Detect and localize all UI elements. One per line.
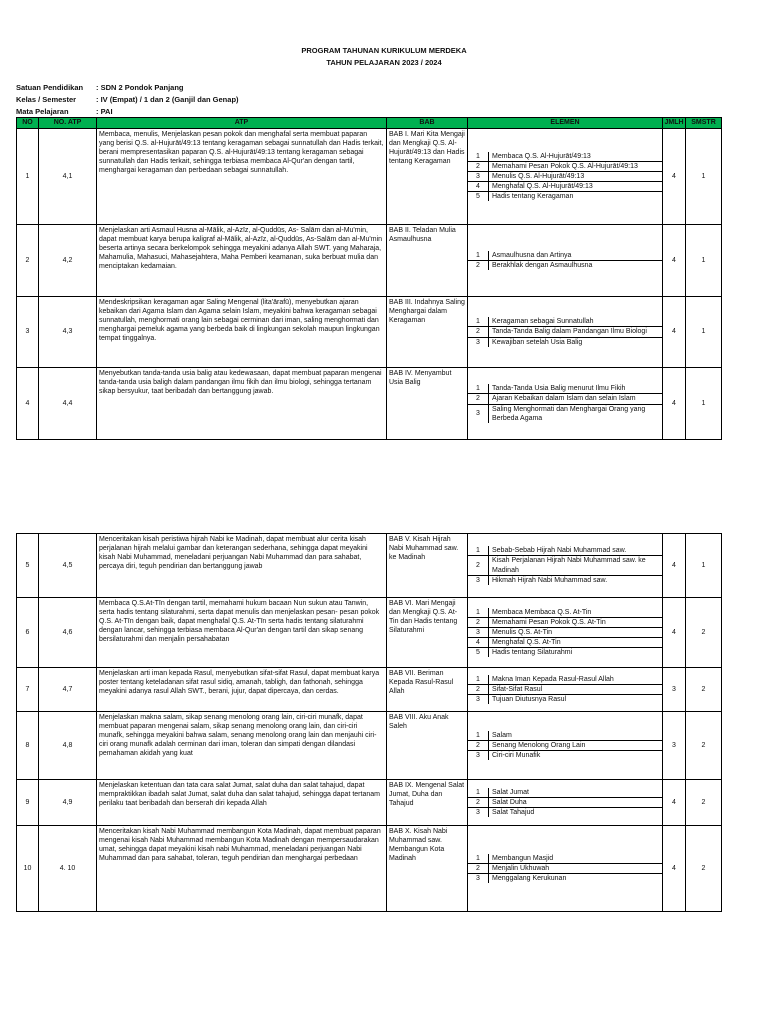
element-number: 1 xyxy=(468,546,489,555)
element-number: 3 xyxy=(468,576,489,585)
element-text: Menulis Q.S. Al-Hujurāt/49:13 xyxy=(492,172,585,180)
table-row xyxy=(17,712,722,780)
element-text: Hadis tentang Keragaman xyxy=(492,193,574,201)
row-atp-text: Membaca, menulis, Menjelaskan pesan pokok dan menghafal serta membuat paparan yang berisi Q.S. al-Hujurāt/49:13 tentang keragaman sebagai sunnatullah dan Hadis terkait, berani mempresentasikan paparan Q.S. al-Hujurāt/49:13 tentang keragaman sebagai sunnatullah dan Hadis terkait, sehingga terbiasa membaca Al-Qur'an dengan tartil, menghargai keragaman dan perbedaan sebagai sunnatullah. xyxy=(97,129,387,225)
element-item xyxy=(468,608,662,618)
element-item xyxy=(468,685,662,695)
row-jmlh: 4 xyxy=(663,534,686,598)
table-header-row xyxy=(17,118,722,129)
row-elements xyxy=(468,712,663,780)
element-number: 2 xyxy=(468,327,489,336)
element-item xyxy=(468,405,662,423)
element-text: Hikmah Hijrah Nabi Muhammad saw. xyxy=(492,576,608,584)
meta-value: : IV (Empat) / 1 dan 2 (Ganjil dan Genap) xyxy=(96,95,239,104)
element-text: Menghafal Q.S. Al-Hujurāt/49:13 xyxy=(492,183,593,191)
row-atp-no: 4,7 xyxy=(39,668,97,712)
element-number: 1 xyxy=(468,384,489,393)
program-table-part1 xyxy=(16,117,722,440)
element-number: 4 xyxy=(468,638,489,647)
col-bab: BAB xyxy=(387,118,468,129)
element-number: 2 xyxy=(468,394,489,403)
element-item xyxy=(468,394,662,404)
element-text: Membaca Membaca Q.S. At-Tin xyxy=(492,608,592,616)
element-text: Menghafal Q.S. At-Tin xyxy=(492,639,561,647)
document-subtitle: TAHUN PELAJARAN 2023 / 2024 xyxy=(326,58,442,67)
row-smstr: 2 xyxy=(686,598,722,668)
table-row xyxy=(17,598,722,668)
row-no: 2 xyxy=(17,225,39,297)
element-number: 2 xyxy=(468,741,489,750)
row-bab: BAB VII. Beriman Kepada Rasul-Rasul Allah xyxy=(387,668,468,712)
row-atp-text: Menjelaskan ketentuan dan tata cara salat Jumat, salat duha dan salat tahajud, dapat mempraktikkan ibadah salat Jumat, salat duha dan salat tahajud, sehingga dapat tertanam perilaku taat beribadah dan berserah diri kepada Allah xyxy=(97,780,387,826)
element-item xyxy=(468,628,662,638)
element-number: 1 xyxy=(468,152,489,161)
row-atp-no: 4,5 xyxy=(39,534,97,598)
row-elements xyxy=(468,780,663,826)
element-text: Menjalin Ukhuwah xyxy=(492,864,550,872)
meta-label: Kelas / Semester xyxy=(16,95,77,104)
row-elements xyxy=(468,826,663,912)
row-atp-text: Menceritakan kisah peristiwa hijrah Nabi ke Madinah, dapat membuat alur cerita kisah perjalanan hijrah melalui gambar dan keterangan sederhana, sehingga dapat meyakini kisah Nabi Muhammad, meneladani perjuangan Nabi Muhammad dan para sahabat, percaya diri, teguh pendirian dan bertanggung jawab xyxy=(97,534,387,598)
row-smstr: 2 xyxy=(686,780,722,826)
element-item xyxy=(468,384,662,394)
row-atp-no: 4,3 xyxy=(39,297,97,368)
element-item xyxy=(468,854,662,864)
row-smstr: 2 xyxy=(686,826,722,912)
element-text: Ciri-ciri Munafik xyxy=(492,752,541,760)
element-item xyxy=(468,874,662,883)
element-list xyxy=(468,317,662,346)
element-number: 2 xyxy=(468,556,489,574)
element-text: Membaca Q.S. Al-Hujurāt/49:13 xyxy=(492,152,591,160)
element-text: Memahami Pesan Pokok Q.S. Al-Hujurāt/49:13 xyxy=(492,162,638,170)
row-smstr: 1 xyxy=(686,225,722,297)
col-atp-no: NO. ATP xyxy=(39,118,97,129)
element-text: Memahami Pesan Pokok Q.S. At-Tin xyxy=(492,618,606,626)
element-number: 1 xyxy=(468,854,489,863)
meta-class xyxy=(16,95,239,104)
element-number: 3 xyxy=(468,808,489,817)
element-text: Keragaman sebagai Sunnatullah xyxy=(492,318,594,326)
row-jmlh: 4 xyxy=(663,826,686,912)
row-bab: BAB V. Kisah Hijrah Nabi Muhammad saw. ke Madinah xyxy=(387,534,468,598)
row-atp-text: Menjelaskan arti Asmaul Husna al-Mālik, al-Azīz, al-Quddūs, As- Salām dan al-Mu'min, dapat membuat karya berupa kaligraf al-Mālik, al-Azīz, al-Quddūs, As-Salām dan al-Mu'min beserta artinya secara berkelompok sehingga meyakini adanya Allah SWT. yang Maharaja, Mahamulia, Mahasuci, Mahasejahtera, Maha Pemberi keamanan, suka berbuat mulia dan menciptakan kedamaian. xyxy=(97,225,387,297)
element-number: 3 xyxy=(468,751,489,760)
col-atp: ATP xyxy=(97,118,387,129)
meta-school xyxy=(16,83,184,92)
row-atp-no: 4,2 xyxy=(39,225,97,297)
element-number: 3 xyxy=(468,172,489,181)
program-table-part2 xyxy=(16,533,722,912)
element-item xyxy=(468,182,662,192)
element-text: Salam xyxy=(492,731,512,739)
element-number: 2 xyxy=(468,685,489,694)
row-atp-no: 4,4 xyxy=(39,368,97,440)
row-bab: BAB VIII. Aku Anak Saleh xyxy=(387,712,468,780)
element-text: Kewajiban setelah Usia Balig xyxy=(492,338,583,346)
element-text: Tujuan Diutusnya Rasul xyxy=(492,696,567,704)
element-text: Ajaran Kebaikan dalam Islam dan selain Islam xyxy=(492,395,636,403)
document-title: PROGRAM TAHUNAN KURIKULUM MERDEKA xyxy=(301,46,467,55)
row-jmlh: 3 xyxy=(663,712,686,780)
row-atp-text: Menceritakan kisah Nabi Muhammad membangun Kota Madinah, dapat membuat paparan mengenai kisah Nabi Muhammad membangun Kota Madinah dengan mempersaudarakan umat, sehingga dapat meyakini kisah nabi Muhammad, meneladani perjuangan Nabi Muhammad dan para sahabat, toleran, teguh pendirian dan menghargai perbedaan xyxy=(97,826,387,912)
element-item xyxy=(468,192,662,201)
row-atp-no: 4,1 xyxy=(39,129,97,225)
col-smstr: SMSTR xyxy=(686,118,722,129)
row-elements xyxy=(468,129,663,225)
element-number: 5 xyxy=(468,648,489,657)
element-list xyxy=(468,854,662,883)
element-item xyxy=(468,675,662,685)
row-no: 1 xyxy=(17,129,39,225)
row-atp-text: Menjelaskan arti iman kepada Rasul, menyebutkan sifat-sifat Rasul, dapat membuat karya poster tentang keteladanan sifat rasul sidiq, amanah, tabligh, dan fathonah, sehingga meyakini adanya rasul Allah SWT., berani, jujur, dapat dipercaya, dan cerdas. xyxy=(97,668,387,712)
element-item xyxy=(468,261,662,270)
element-text: Menggalang Kerukunan xyxy=(492,875,567,883)
row-jmlh: 4 xyxy=(663,297,686,368)
row-elements xyxy=(468,534,663,598)
element-list xyxy=(468,731,662,760)
row-atp-text: Membaca Q.S.At-Tīn dengan tartil, memahami hukum bacaan Nun sukun atau Tanwin, serta hadis tentang silaturahmi, serta dapat menulis dan menjelaskan pesan- pesan pokok Q.S. At-Tīn dengan baik, dapat menghafal Q.S. At-Tīn serta hadis tentang silaturahmi dengan lancar, sehingga terbiasa membaca Al-Qur'an dengan tartil dan sikap senang bersilaturahmi dan menjalin persahabatan xyxy=(97,598,387,668)
element-list xyxy=(468,152,662,201)
row-atp-no: 4,9 xyxy=(39,780,97,826)
table-row xyxy=(17,297,722,368)
row-smstr: 2 xyxy=(686,712,722,780)
element-text: Berakhlak dengan Asmaulhusna xyxy=(492,262,593,269)
element-text: Tanda-Tanda Balig dalam Pandangan Ilmu Biologi xyxy=(492,328,647,336)
element-item xyxy=(468,338,662,347)
row-no: 6 xyxy=(17,598,39,668)
meta-label: Satuan Pendidikan xyxy=(16,83,84,92)
row-atp-text: Menjelaskan makna salam, sikap senang menolong orang lain, ciri-ciri munafk, dapat membuat paparan mengenai salam, sikap senang menolong orang lain, dan ciri-ciri munafk, sehingga meyakini bahwa salam, senang menolong orang lain dan menjauhi ciri-ciri orang munafk adalah cerminan dari iman, toleran dan simpati dengan dilandasi pemahaman akidah yang kuat xyxy=(97,712,387,780)
element-item xyxy=(468,648,662,657)
row-jmlh: 4 xyxy=(663,368,686,440)
element-number: 1 xyxy=(468,731,489,740)
element-number: 2 xyxy=(468,618,489,627)
element-item xyxy=(468,741,662,751)
element-item xyxy=(468,162,662,172)
element-item xyxy=(468,576,662,585)
element-number: 3 xyxy=(468,405,489,423)
row-atp-no: 4,8 xyxy=(39,712,97,780)
element-list xyxy=(468,251,662,270)
col-elemen: ELEMEN xyxy=(468,118,663,129)
row-bab: BAB IV. Menyambut Usia Balig xyxy=(387,368,468,440)
meta-value: : PAI xyxy=(96,107,113,116)
element-number: 2 xyxy=(468,798,489,807)
row-bab: BAB X. Kisah Nabi Muhammad saw. Membangun Kota Madinah xyxy=(387,826,468,912)
col-jmlh: JMLH xyxy=(663,118,686,129)
element-text: Salat Jumat xyxy=(492,788,529,796)
row-no: 5 xyxy=(17,534,39,598)
meta-subject xyxy=(16,107,113,116)
row-atp-no: 4,6 xyxy=(39,598,97,668)
element-text: Sebab-Sebab Hijrah Nabi Muhammad saw. xyxy=(492,547,627,555)
row-bab: BAB VI. Mari Mengaji dan Mengkaji Q.S. At-Tin dan Hadis tentang Silaturahmi xyxy=(387,598,468,668)
element-number: 1 xyxy=(468,608,489,617)
row-jmlh: 3 xyxy=(663,668,686,712)
row-smstr: 1 xyxy=(686,129,722,225)
element-text: Salat Tahajud xyxy=(492,809,535,817)
row-smstr: 1 xyxy=(686,534,722,598)
element-text: Kisah Perjalanan Hijrah Nabi Muhammad saw. ke Madinah xyxy=(492,557,646,574)
row-atp-text: Mendeskripsikan keragaman agar Saling Mengenal (lita'ārafū), menyebutkan ajaran kebaikan dari Agama Islam dan Agama selain Islam, meyakini bahwa keragaman sebagai sunnatullah, menghormati orang lain sebagai cerminan dari iman, saling menghormati dan menghargai pemeluk agama yang berbeda baik di lingkungan sekolah maupun lingkungan tempat tinggalnya. xyxy=(97,297,387,368)
element-number: 2 xyxy=(468,162,489,171)
row-atp-no: 4. 10 xyxy=(39,826,97,912)
element-item xyxy=(468,751,662,760)
element-text: Makna Iman Kepada Rasul-Rasul Allah xyxy=(492,675,614,683)
element-number: 1 xyxy=(468,251,489,260)
element-item xyxy=(468,864,662,874)
meta-value: : SDN 2 Pondok Panjang xyxy=(96,83,184,92)
row-smstr: 1 xyxy=(686,297,722,368)
element-number: 1 xyxy=(468,317,489,326)
table-row xyxy=(17,368,722,440)
row-bab: BAB III. Indahnya Saling Menghargai dalam Keragaman xyxy=(387,297,468,368)
row-bab: BAB II. Teladan Mulia Asmaulhusna xyxy=(387,225,468,297)
element-number: 3 xyxy=(468,874,489,883)
table-row xyxy=(17,534,722,598)
element-list xyxy=(468,384,662,422)
row-elements xyxy=(468,598,663,668)
element-list xyxy=(468,608,662,657)
element-text: Tanda-Tanda Usia Balig menurut Ilmu Fikih xyxy=(492,385,626,393)
table-row xyxy=(17,225,722,297)
element-item xyxy=(468,317,662,327)
element-text: Hadis tentang Silaturahmi xyxy=(492,649,573,657)
table-row xyxy=(17,129,722,225)
row-elements xyxy=(468,297,663,368)
element-text: Menulis Q.S. At-Tin xyxy=(492,628,553,636)
element-number: 5 xyxy=(468,192,489,201)
element-item xyxy=(468,798,662,808)
table-row xyxy=(17,780,722,826)
row-smstr: 1 xyxy=(686,368,722,440)
col-no: NO xyxy=(17,118,39,129)
element-item xyxy=(468,808,662,817)
element-list xyxy=(468,788,662,817)
row-no: 8 xyxy=(17,712,39,780)
element-item xyxy=(468,152,662,162)
row-elements xyxy=(468,668,663,712)
element-text: Saling Menghormati dan Menghargai Orang yang Berbeda Agama xyxy=(492,405,646,422)
element-item xyxy=(468,251,662,261)
row-jmlh: 4 xyxy=(663,780,686,826)
element-list xyxy=(468,675,662,704)
element-text: Senang Menolong Orang Lain xyxy=(492,741,586,749)
element-item xyxy=(468,327,662,337)
row-elements xyxy=(468,368,663,440)
row-jmlh: 4 xyxy=(663,129,686,225)
element-text: Sifat-Sifat Rasul xyxy=(492,685,543,693)
element-number: 2 xyxy=(468,864,489,873)
element-text: Salat Duha xyxy=(492,798,527,806)
element-number: 1 xyxy=(468,788,489,797)
row-bab: BAB I. Mari Kita Mengaji dan Mengkaji Q.S. Al-Hujurāt/49:13 dan Hadis tentang Keragaman xyxy=(387,129,468,225)
element-text: Membangun Masjid xyxy=(492,854,554,862)
element-list xyxy=(468,546,662,584)
element-number: 3 xyxy=(468,628,489,637)
element-item xyxy=(468,618,662,628)
row-jmlh: 4 xyxy=(663,598,686,668)
meta-label: Mata Pelajaran xyxy=(16,107,69,116)
element-number: 1 xyxy=(468,675,489,684)
element-item xyxy=(468,788,662,798)
row-no: 3 xyxy=(17,297,39,368)
table-row xyxy=(17,826,722,912)
element-item xyxy=(468,731,662,741)
element-item xyxy=(468,172,662,182)
row-bab: BAB IX. Mengenal Salat Jumat, Duha dan Tahajud xyxy=(387,780,468,826)
element-number: 4 xyxy=(468,182,489,191)
table-row xyxy=(17,668,722,712)
element-item xyxy=(468,638,662,648)
row-no: 9 xyxy=(17,780,39,826)
row-smstr: 2 xyxy=(686,668,722,712)
element-number: 3 xyxy=(468,695,489,704)
row-elements xyxy=(468,225,663,297)
row-no: 4 xyxy=(17,368,39,440)
row-jmlh: 4 xyxy=(663,225,686,297)
element-number: 3 xyxy=(468,338,489,347)
element-item xyxy=(468,695,662,704)
row-atp-text: Menyebutkan tanda-tanda usia balig atau kedewasaan, dapat membuat paparan mengenai tanda-tanda usia baligh dalam pandangan ilmu fikih dan ilmu biologi, sehingga tertanam sikap bersyukur, taat beribadah dan bertanggung jawab. xyxy=(97,368,387,440)
row-no: 10 xyxy=(17,826,39,912)
element-number: 2 xyxy=(468,261,489,270)
element-item xyxy=(468,546,662,556)
element-item xyxy=(468,556,662,575)
element-text: Asmaulhusna dan Artinya xyxy=(492,251,572,259)
row-no: 7 xyxy=(17,668,39,712)
